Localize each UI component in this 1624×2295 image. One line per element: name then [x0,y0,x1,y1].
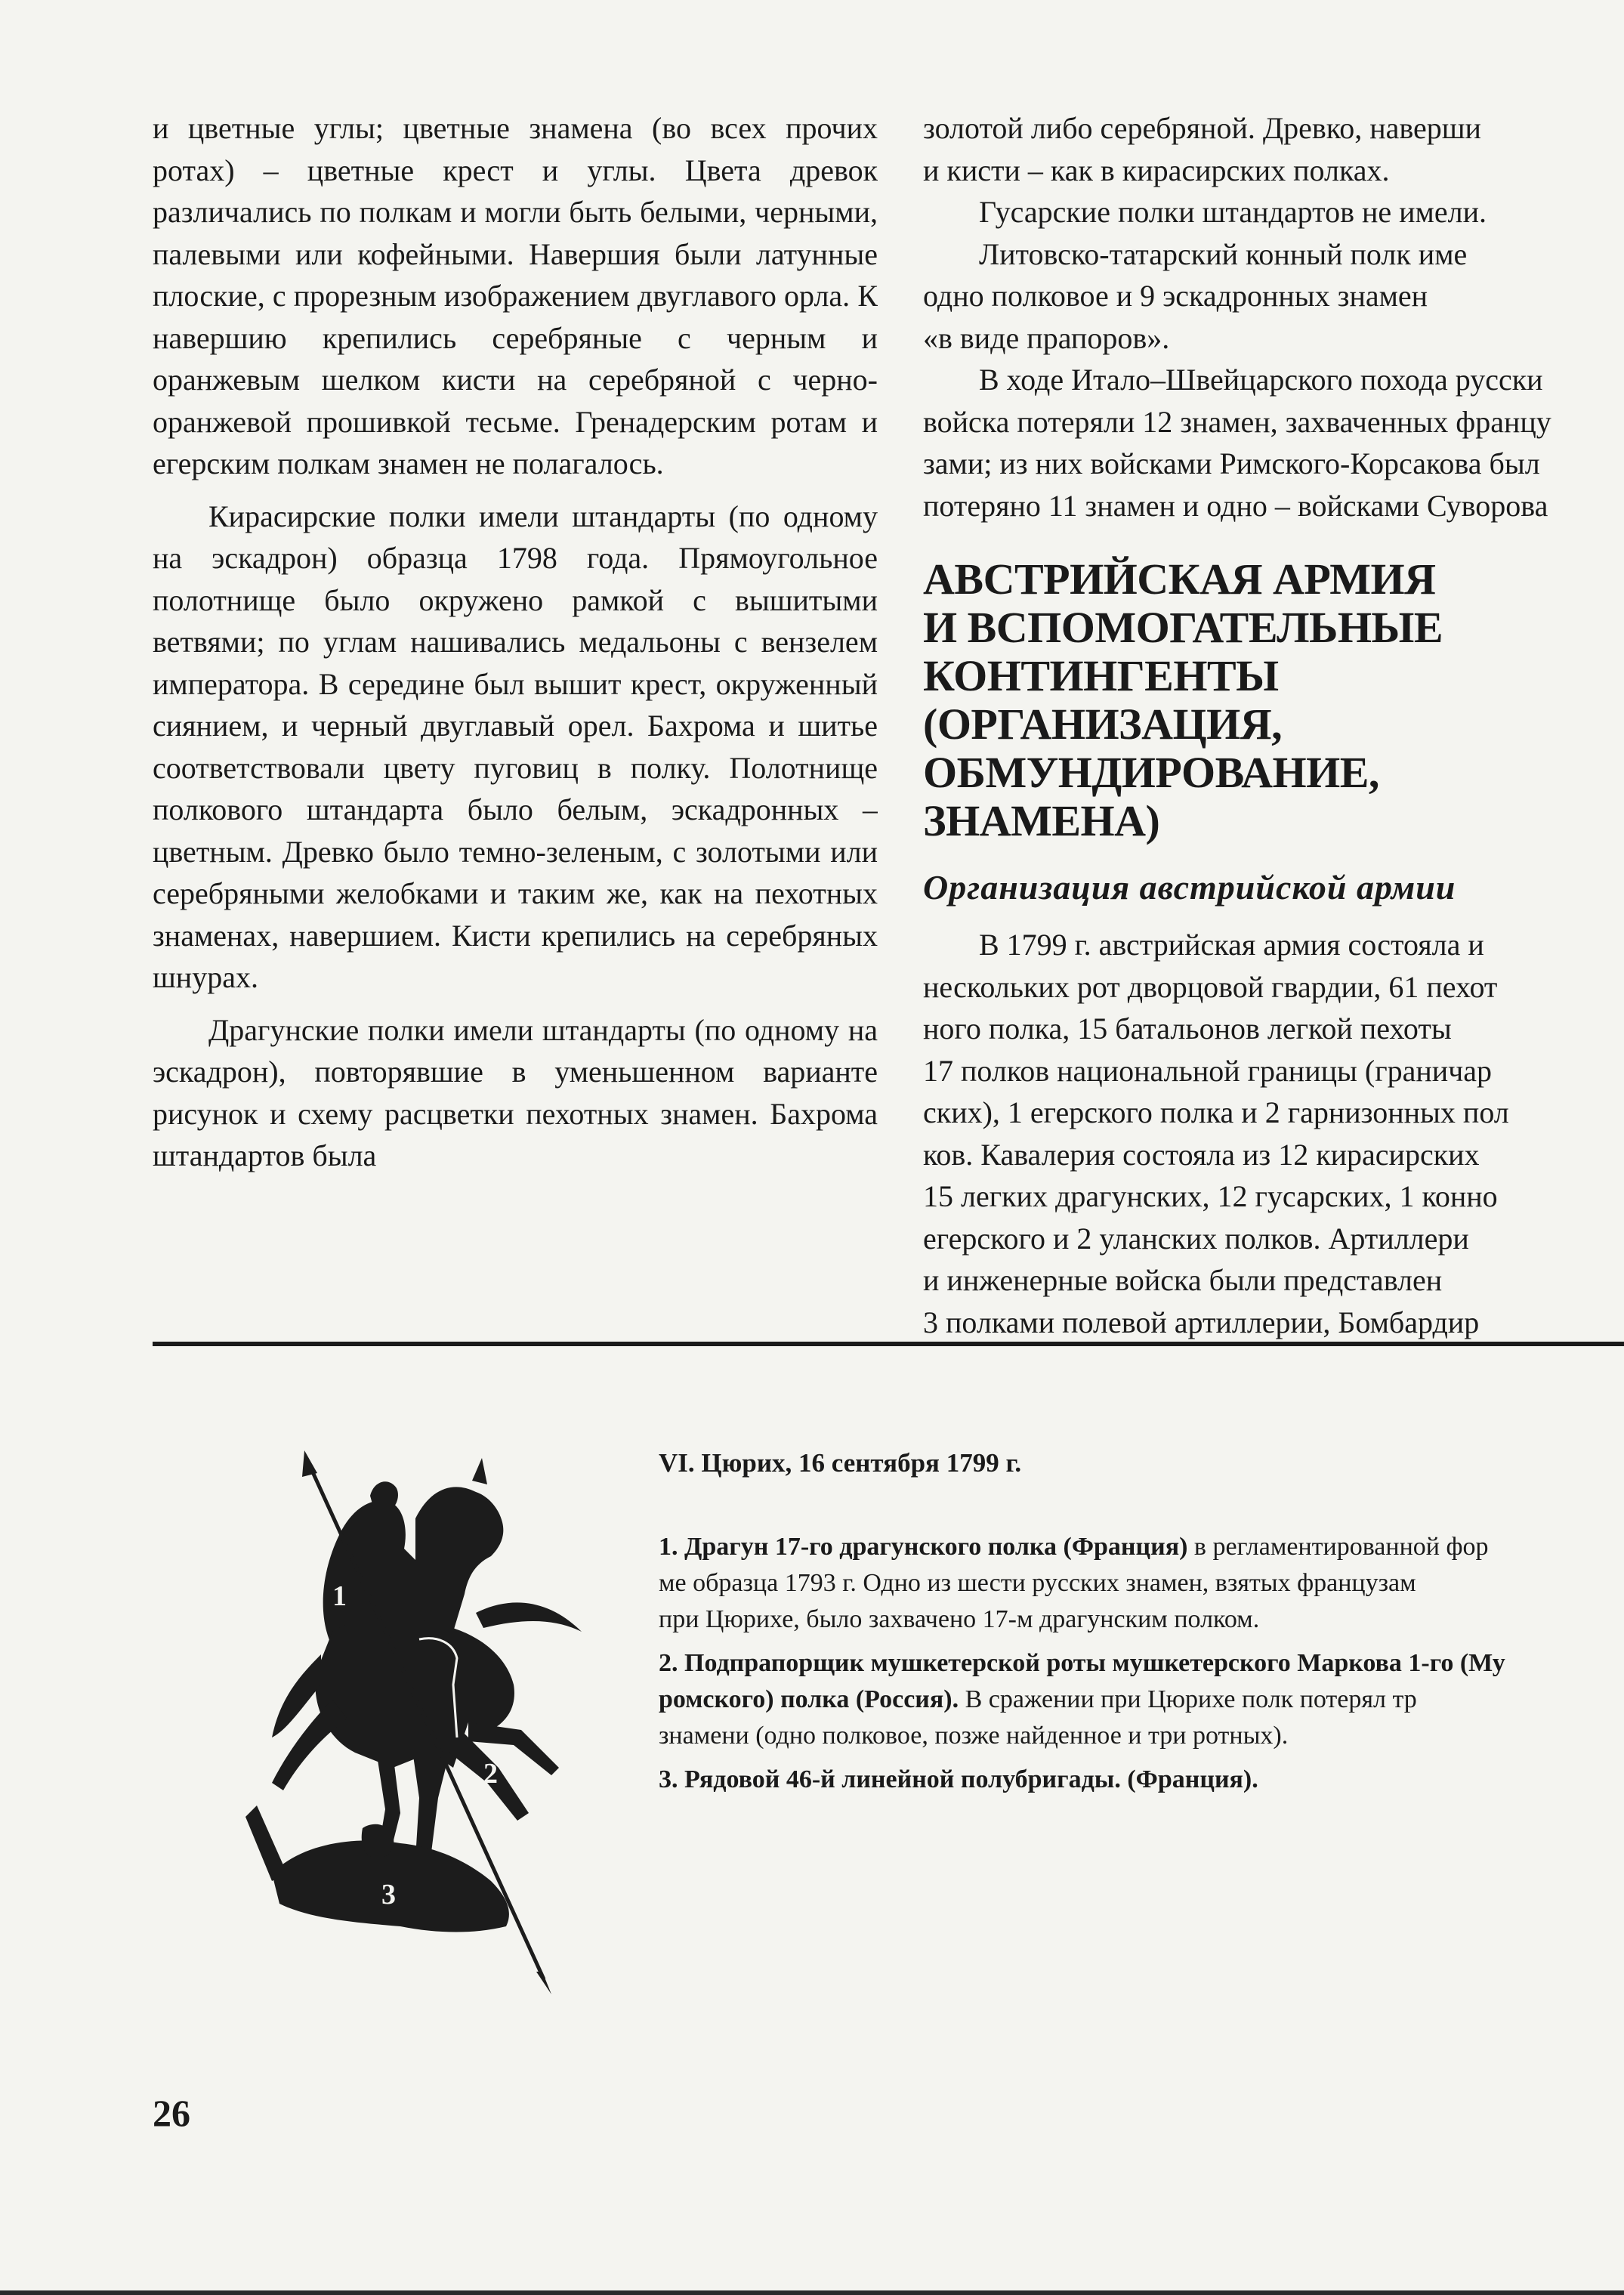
right-line: золотой либо серебряной. Древко, наверши [923,111,1481,145]
right-line: потеряно 11 знамен и одно – войсками Суворова [923,488,1548,523]
right-line: и кисти – как в кирасирских полках. [923,153,1390,187]
right-text-column [923,107,1624,1343]
caption-item-1-text: в регламентированной фор [1187,1533,1489,1561]
caption-item-1 [659,1529,1624,1638]
right-line: и инженерные войска были представлен [923,1263,1443,1297]
right-line: Гусарские полки штандартов не имели. [979,195,1487,229]
section-heading [923,555,1624,845]
right-line: егерского и 2 уланских полков. Артиллери [923,1221,1469,1256]
figure-label-1: 1 [332,1580,347,1612]
right-line: ских), 1 егерского полка и 2 гарнизонных пол [923,1095,1509,1129]
left-paragraph-2: Кирасирские полки имели штандарты (по одному на эскадрон) образца 1798 года. Прямоугольное полотнище было окружено рамкой с вышитыми ветвями; по углам нашивались медальоны с вензелем императора. В середине был вышит крест, окруженный сиянием, и черный двуглавый орел. Бахрома и шитье соответствовали цвету пуговиц в полку. Полотнище полкового штандарта было белым, эскадронных – цветным. Древко было темно-зеленым, с золотыми или серебряными желобками и таким же, как на пехотных знаменах, навершием. Кисти крепились на серебряных шнурах. [153,499,878,994]
heading-line: КОНТИНГЕНТЫ [923,651,1279,700]
right-line: 3 полками полевой артиллерии, Бомбардир [923,1305,1480,1339]
page-number: 26 [153,2092,190,2134]
heading-line: И ВСПОМОГАТЕЛЬНЫЕ [923,603,1443,652]
caption-item-2 [659,1645,1624,1754]
right-line: В 1799 г. австрийская армия состояла и [979,928,1484,962]
heading-line: АВСТРИЙСКАЯ АРМИЯ [923,554,1436,604]
caption-item-2-line3: знамени (одно полковое, позже найденное и три ротных). [659,1722,1289,1750]
figure-label-3: 3 [381,1879,396,1910]
section-divider [153,1342,1624,1346]
figures-silhouette [227,1450,619,1994]
figure-label-2: 2 [483,1758,498,1790]
right-line: войска потеряли 12 знамен, захваченных францу [923,404,1551,439]
heading-line: ОБМУНДИРОВАНИЕ, [923,748,1379,797]
caption-item-1-line3: при Цюрихе, было захвачено 17-м драгунским полком. [659,1605,1260,1633]
caption-item-3-bold: 3. Рядовой 46-й линейной полубригады. (Франция). [659,1765,1258,1793]
plate-title: VI. Цюрих, 16 сентября 1799 г. [659,1448,1022,1478]
left-paragraph-3: Драгунские полки имели штандарты (по одному на эскадрон), повторявшие в уменьшенном варианте рисунок и схему расцветки пехотных знамен. Бахрома штандартов была [153,1012,878,1172]
right-line: ков. Кавалерия состояла из 12 кирасирских [923,1137,1480,1172]
right-line: «в виде прапоров». [923,320,1170,355]
right-line: В ходе Итало–Швейцарского похода русски [979,363,1543,397]
right-line: 15 легких драгунских, 12 гусарских, 1 конно [923,1179,1498,1213]
right-line: нескольких рот дворцовой гвардии, 61 пехот [923,969,1498,1004]
right-line: 17 полков национальной границы (граничар [923,1053,1493,1088]
plate-caption [659,1444,1624,1805]
silhouette-shapes [245,1458,559,1932]
right-line: Литовско-татарский конный полк име [979,236,1468,271]
heading-line: ЗНАМЕНА) [923,796,1160,845]
caption-item-2-text: В сражении при Цюрихе полк потерял тр [959,1685,1417,1713]
sword-shape [476,1602,582,1632]
scan-edge [0,2290,1624,2295]
left-paragraph-1: и цветные углы; цветные знамена (во всех прочих ротах) – цветные крест и углы. Цвета древок различались по полкам и могли быть белыми, черными, палевыми или кофейными. Навершия были латунные плоские, с прорезным изображением двуглавого орла. К навершию крепились серебряные с черным и оранжевым шелком кисти на серебряной с черно-оранжевой прошивкой тесьме. Гренадерским ротам и егерским полкам знамен не полагалось. [153,111,878,480]
right-line: ного полка, 15 батальонов легкой пехоты [923,1012,1452,1046]
caption-item-2-bold: 2. Подпрапорщик мушкетерской роты мушкетерского Маркова 1-го (Му [659,1649,1505,1677]
caption-item-1-bold: 1. Драгун 17-го драгунского полка (Франция) [659,1533,1188,1561]
caption-item-1-line2: ме образца 1793 г. Одно из шести русских знамен, взятых французам [659,1569,1416,1597]
section-subheading: Организация австрийской армии [923,868,1456,907]
right-line: зами; из них войсками Римского-Корсакова был [923,446,1540,480]
right-line: одно полковое и 9 эскадронных знамен [923,279,1428,313]
heading-line: (ОРГАНИЗАЦИЯ, [923,700,1283,749]
left-text-column [153,107,878,1177]
caption-item-3 [659,1762,1624,1798]
caption-item-2-bold-line2: ромского) полка (Россия). [659,1685,959,1713]
